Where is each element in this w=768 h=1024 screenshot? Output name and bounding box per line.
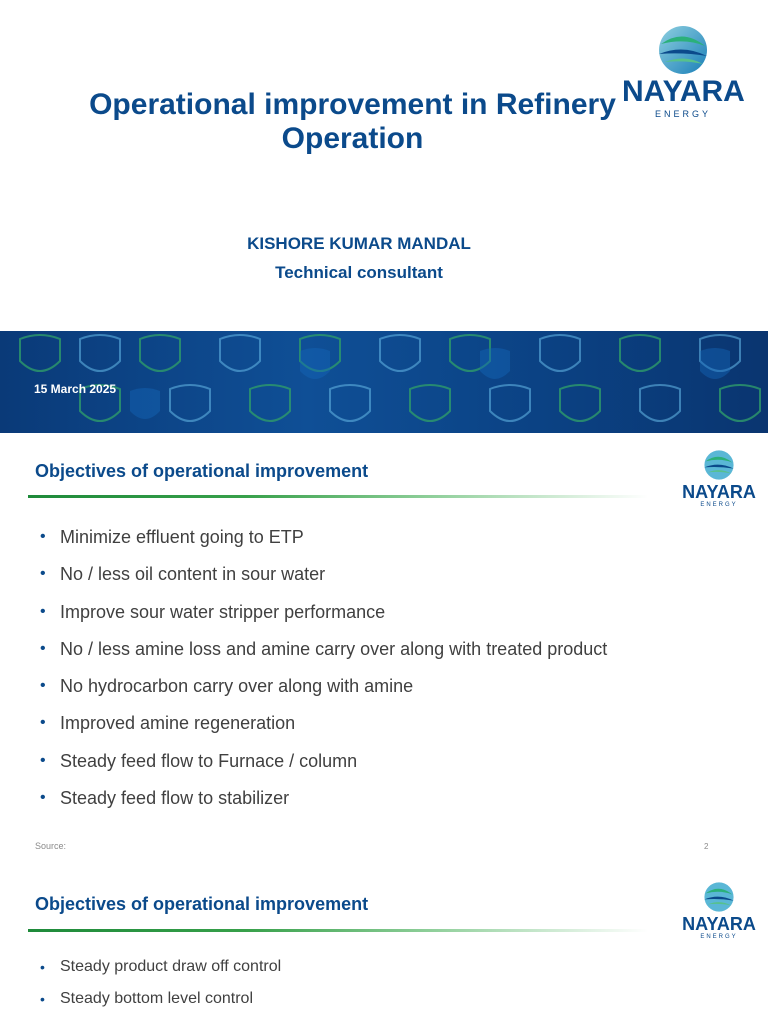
author-name: KISHORE KUMAR MANDAL (247, 234, 471, 253)
source-note: Source: (35, 841, 67, 851)
page-number: 2 (704, 842, 709, 851)
author-role: Technical consultant (275, 263, 443, 282)
bullet-dot-icon: • (40, 714, 46, 732)
logo-wordmark: NAYARA (682, 482, 756, 502)
list-item-text: Minimize effluent going to ETP (60, 527, 304, 547)
list-item-text: Steady feed flow to stabilizer (60, 788, 290, 809)
slide-heading: Objectives of operational improvement (35, 461, 369, 481)
bullet-dot-icon: • (40, 602, 46, 620)
list-item (40, 601, 607, 623)
bullet-dot-icon: • (40, 991, 45, 1007)
list-item-text: Steady product draw off control (60, 958, 282, 975)
list-item (40, 957, 281, 977)
bullet-dot-icon: • (40, 751, 46, 769)
list-item-text: No / less oil content in sour water (60, 564, 326, 585)
logo-subtext: ENERGY (700, 934, 738, 940)
nayara-logo (622, 22, 744, 122)
list-item-text: Steady feed flow to Furnace / column (60, 750, 358, 771)
list-item (40, 712, 607, 734)
nayara-logo (678, 881, 760, 945)
nayara-logo (678, 449, 760, 513)
objectives-slide (0, 433, 768, 867)
presentation-title: Operational improvement in Refinery Operation (89, 88, 616, 155)
heading-underline (28, 495, 648, 498)
list-item-text: Improve sour water stripper performance (60, 601, 386, 622)
list-item (40, 563, 607, 585)
nayara-globe-icon (702, 881, 736, 913)
list-item (40, 750, 607, 772)
nayara-globe-icon (702, 449, 736, 481)
list-item-text: No hydrocarbon carry over along with amine (60, 676, 414, 697)
bullet-dot-icon: • (40, 959, 45, 975)
bullet-dot-icon: • (40, 789, 46, 807)
list-item (40, 526, 607, 548)
logo-wordmark: NAYARA (622, 75, 745, 108)
bullet-dot-icon: • (40, 565, 46, 583)
nayara-globe-icon (655, 24, 711, 76)
heading-underline (28, 929, 648, 932)
logo-subtext: ENERGY (700, 502, 738, 508)
objectives-list (40, 957, 281, 1021)
objectives-list (40, 526, 607, 824)
list-item-text: No / less amine loss and amine carry over along with treated product (60, 638, 608, 659)
bullet-dot-icon: • (40, 677, 46, 695)
list-item (40, 675, 607, 697)
logo-wordmark: NAYARA (682, 914, 756, 934)
list-item (40, 787, 607, 809)
objectives-slide-continued (0, 867, 768, 1024)
presentation-date: 15 March 2025 (34, 382, 117, 396)
title-slide (0, 0, 768, 433)
list-item-text: Improved amine regeneration (60, 713, 296, 734)
list-item (40, 989, 281, 1009)
logo-subtext: ENERGY (654, 109, 711, 119)
bullet-dot-icon: • (40, 639, 46, 657)
list-item-text: Steady bottom level control (60, 990, 253, 1007)
slide-heading: Objectives of operational improvement (35, 894, 369, 914)
list-item (40, 638, 607, 660)
bullet-dot-icon: • (40, 528, 46, 545)
